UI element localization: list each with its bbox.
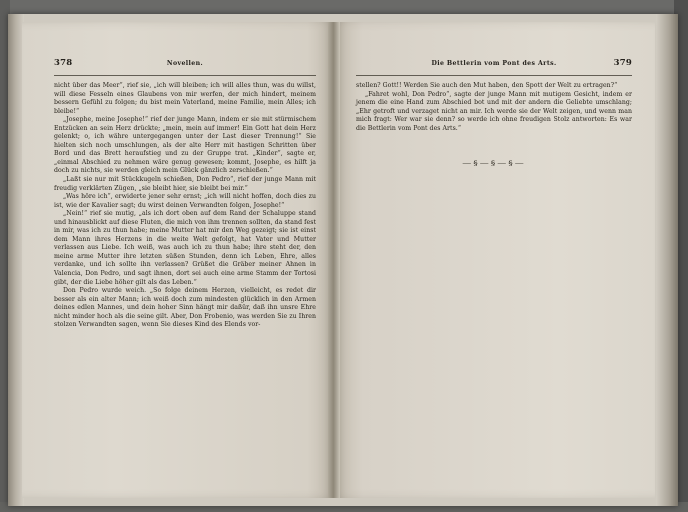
paragraph: „Josephe, meine Josephe!“ rief der junge Mann, indem er sie mit stürmischem Entzücken an sein Herz drückte; „mein, mein auf immer! Ein Gott hat dein Herz gelenkt; o, ich währe untergegangen unter der Last dieser Trennung!“ Sie hielten sich noch umschlungen, als der alte Herr mit hastigen Schritten über Bord und das Brett heraufstieg und zu der Gruppe trat. „Kinder“, sagte er, „einmal Abschied zu nehmen wäre genug gewesen; kommt, Josephe, es hilft ja doch zu nichts, sie werden gleich mein Glück gänzlich zerschießen.“ [54,116,316,175]
background-top [0,0,688,14]
right-page-text-column [356,58,632,169]
paragraph: Don Pedro wurde weich. „So folge deinem Herzen, vielleicht, es redet dir besser als ein alter Mann; ich weiß doch zum mindesten glücklich in den Armen deines edlen Mannes, und dein hoher Sinn hängt mir daßür, daß ihn unsre Ehre nicht minder hoch als die seine gilt. Aber, Don Frobenio, was werden Sie zu Ihren stolzen Verwandten sagen, wenn Sie dieses Kind des Elends vor- [54,287,316,329]
section-ornament [356,159,632,169]
left-header-rule [54,75,316,76]
paragraph: nicht über das Meer“, rief sie, „ich will bleiben; ich will alles thun, was du willst, will diese Fesseln eines Glaubens von mir werfen, der mich hindert, meinem bessern Gefühl zu folgen; du bist mein Vaterland, meine Familie, mein Alles; ich bleibe!“ [54,82,316,115]
open-book [8,14,678,506]
paragraph: „Laßt sie nur mit Stückkugeln schießen, Don Pedro“, rief der junge Mann mit freudig verklärten Zügen, „sie bleibt hier, sie bleibt bei mir.“ [54,176,316,192]
right-running-head-title: Die Bettlerin vom Pont des Arts. [431,60,557,67]
paragraph: „Nein!“ rief sie mutig, „als ich dort oben auf dem Rand der Schaluppe stand und hinausblickt auf diese Fluten, die mich von ihm trennen sollten, da stand fest in mir, was ich zu thun habe; meine Mutter hat mir den Weg gezeigt; sie ist einst dem Mann ihres Herzens in die weite Welt gefolgt, hat Vater und Mutter verlassen aus Liebe. Ich weiß, was auch ich zu thun habe; ihre steht der, den meine arme Mutter ihre letzten süßen Stunden, denn ich Leben, Ehre, alles verdanke, und ich sollte ihn verlassen? Grüßet die Gräber meiner Ahnen in Valencia, Don Pedro, und sagt ihnen, dort sei auch eine arme Stamm der Tortosi gibt, der die Liebe höher gilt als das Leben.“ [54,210,316,286]
ornament-glyphs: —§—§—§— [462,160,526,168]
left-page-text-column [54,58,316,330]
right-page-number: 379 [613,58,632,68]
left-page-number: 378 [54,58,73,68]
paragraph: „Fahret wohl, Don Pedro“, sagte der junge Mann mit mutigem Gesicht, indem er jenem die eine Hand zum Abschied bot und mit der andern die Geliebte umschlang; „Ehr getroft und verzaget nicht an mir. Ich werde sie der Welt zeigen, und wenn man mich fragt: Wer war sie denn? so werde ich ohne freudigen Stolz antworten: Es war die Bettlerin vom Pont des Arts.“ [356,90,632,132]
paragraph: stellen? Gott!! Werden Sie auch den Mut haben, den Spott der Welt zu ertragen?“ [356,82,618,89]
paragraph: „Was höre ich“, erwiderte jener sehr ernst; „ich will nicht hoffen, doch dies zu ist, wie der Kavalier sagt; du wirst deinen Verwandten folgen, Josephe!“ [54,193,316,209]
left-running-head-title: Novellen. [166,60,204,67]
page-block-edge-right [656,14,678,506]
left-running-header [54,58,316,74]
right-running-header [356,58,632,74]
book-gutter [328,22,340,498]
right-header-rule [356,75,632,76]
